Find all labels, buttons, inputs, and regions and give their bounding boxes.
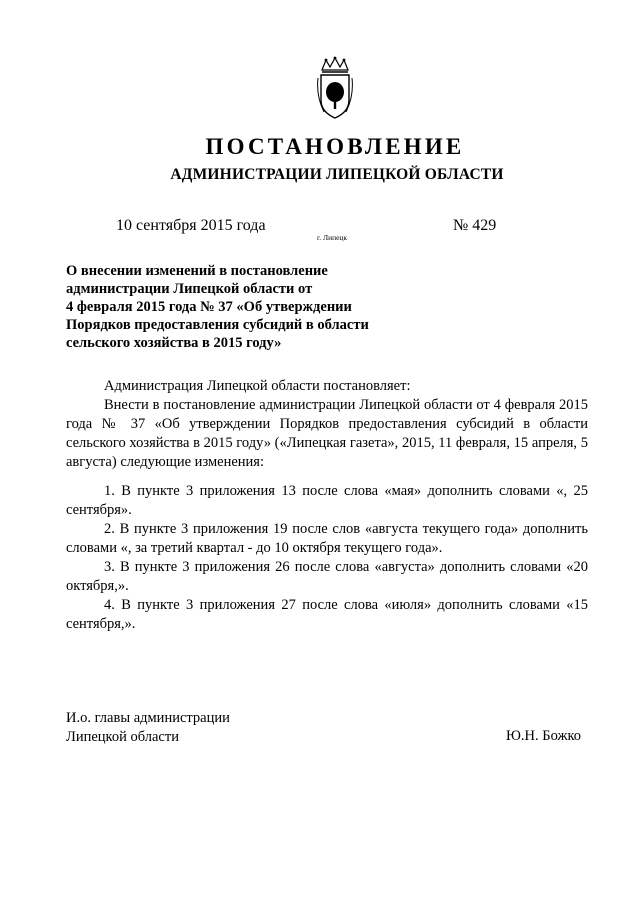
body-paragraph: 1. В пункте 3 приложения 13 после слова «мая» дополнить словами «, 25 сентября». (66, 483, 588, 518)
document-body (66, 377, 588, 634)
subject-line: сельского хозяйства в 2015 году» (66, 335, 282, 351)
subject-line: администрации Липецкой области от (66, 281, 313, 297)
coat-of-arms-icon (316, 56, 354, 120)
document-title: ПОСТАНОВЛЕНИЕ (205, 134, 465, 159)
document-city: г. Липецк (317, 233, 348, 242)
document-subtitle: АДМИНИСТРАЦИИ ЛИПЕЦКОЙ ОБЛАСТИ (170, 166, 504, 183)
subject-line: 4 февраля 2015 года № 37 «Об утверждении (66, 299, 352, 315)
document-subject (66, 262, 406, 352)
document-number: № 429 (453, 217, 497, 234)
subject-line: О внесении изменений в постановление (66, 263, 328, 279)
body-paragraph: 2. В пункте 3 приложения 19 после слов «августа текущего года» дополнить словами «, за третий квартал - до 10 октября текущего года». (66, 521, 588, 556)
signatory-name: Ю.Н. Божко (506, 728, 582, 744)
document-date: 10 сентября 2015 года (116, 217, 266, 234)
signatory-position (66, 709, 230, 747)
body-paragraph: Администрация Липецкой области постановляет: (104, 378, 411, 394)
subject-line: Порядков предоставления субсидий в области (66, 317, 369, 333)
body-paragraph: 3. В пункте 3 приложения 26 после слова «августа» дополнить словами «20 октября,». (66, 559, 588, 594)
body-paragraph: 4. В пункте 3 приложения 27 после слова «июля» дополнить словами «15 сентября,». (66, 597, 588, 632)
body-paragraph: Внести в постановление администрации Липецкой области от 4 февраля 2015 года № 37 «Об утверждении Порядков предоставления субсидий в области сельского хозяйства в 2015 году» («Липецкая газета», 2015, 11 февраля, 15 апреля, 5 августа) следующие изменения: (66, 397, 588, 470)
signatory-position-line: И.о. главы администрации (66, 710, 230, 726)
signatory-position-line: Липецкой области (66, 729, 179, 745)
